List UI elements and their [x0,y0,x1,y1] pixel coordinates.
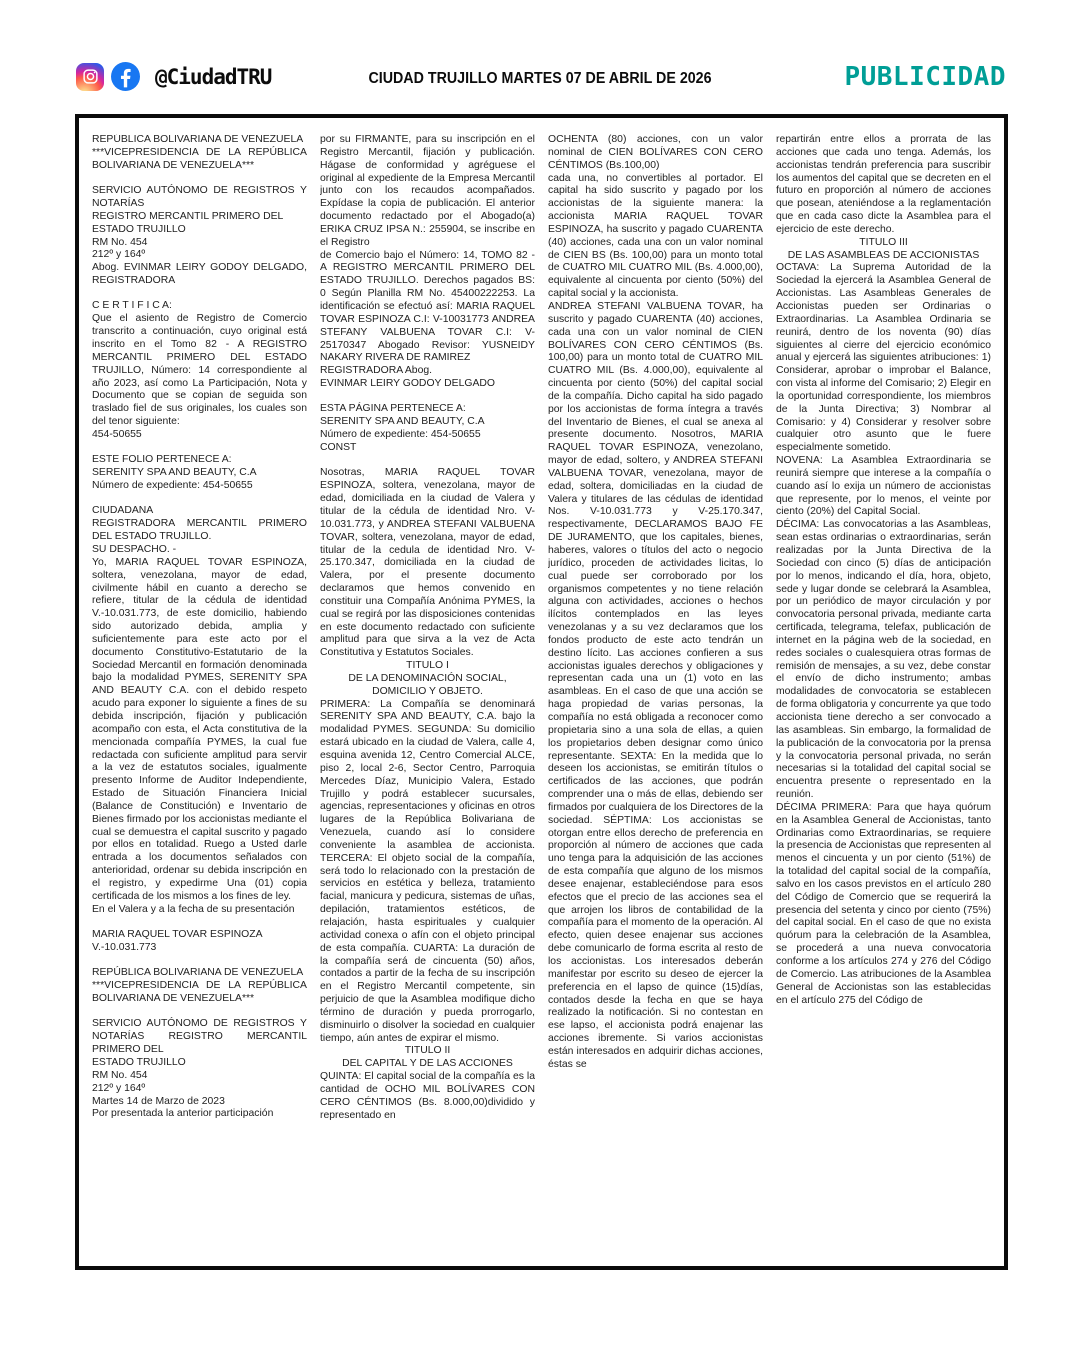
notice-paragraph: En el Valera y a la fecha de su presentación [92,903,295,915]
notice-paragraph: MARIA RAQUEL TOVAR ESPINOZA [92,929,263,941]
notice-paragraph: por su FIRMANTE, para su inscripción en el Registro Mercantil, fijación y publicación. Hágase de conformidad y agréguese el original al expediente de la Empresa Mercantil junto con los recaudos acompañados. Expídase la copia de publicación. El anterior documento redactado por el Abogado(a) ERIKA CRUZ IPSA N.: 255904, se inscribe en el Registro [320,134,535,248]
notice-paragraph: SERVICIO AUTÓNOMO DE REGISTROS Y NOTARÍAS [92,185,307,209]
notice-paragraph: QUINTA: El capital social de la compañía es la cantidad de OCHO MIL BOLÍVARES CON CERO CÉNTIMOS (Bs. 8.000,00)dividido y representado en [320,1071,535,1121]
social-handle: @CiudadTRU [155,64,272,89]
notice-column-4 [776,134,991,1248]
notice-paragraph: NOVENA: La Asamblea Extraordinaria se reunirá siempre que interese a la compañía o cuando así lo exija un número de accionistas que represente, por lo menos, el veinte por ciento (20%) del Capital Social. [776,455,991,518]
notice-paragraph: RM No. 454 [92,1069,148,1081]
legal-notice-box [75,114,1008,1270]
notice-paragraph: ESTADO TRUJILLO [92,1057,186,1068]
notice-column-3 [548,134,763,1248]
notice-paragraph: ESTE FOLIO PERTENECE A: [92,454,232,466]
notice-paragraph: SERVICIO AUTÓNOMO DE REGISTROS Y NOTARÍAS REGISTRO MERCANTIL PRIMERO DEL [92,1018,307,1056]
notice-paragraph: OCTAVA: La Suprema Autoridad de la Sociedad la ejercerá la Asamblea General de Accionistas. Las Asambleas Generales de Accionistas pueden ser Ordinarias o Extraordinarias. La Asamblea Ordinaria se reunirá, dentro de los noventa (90) días siguientes al cierre del ejercicio económico anual y ejercerá las siguientes atribuciones: 1) Considerar, aprobar o improbar el Balance, con vista al informe del Comisario; 2) Elegir en la oportunidad correspondiente, los miembros de la Junta Directiva; 3) Nombrar al Comisario: y 4) Considerar y resolver sobre cualquier otro asunto que le fuere especialmente sometido. [776,262,991,454]
notice-paragraph: repartirán entre ellos a prorrata de las acciones que cada uno tenga. Además, los accionistas tendrán preferencia para suscribir los aumentos del capital que se decreten en el futuro en proporción al número de acciones que posean, ateniéndose a la reglamentación que en cada caso dicte la Asamblea para el ejercicio de este derecho. [776,134,991,235]
social-block [76,62,271,91]
notice-paragraph: EVINMAR LEIRY GODOY DELGADO [320,378,495,390]
notice-paragraph: CONST [320,442,357,453]
notice-paragraph: RM No. 454 [92,236,148,248]
notice-paragraph: ***VICEPRESIDENCIA DE LA REPÚBLICA BOLIVARIANA DE VENEZUELA*** [92,146,307,171]
notice-paragraph: DÉCIMA PRIMERA: Para que haya quórum en la Asamblea General de Accionistas, tanto Ordinarias como Extraordinarias, se requiere la presencia de Accionistas que representen al menos el cincuenta y un por ciento (51%) de la totalidad del capital social de la compañía, salvo en los casos previstos en el artículo 280 del Código de Comercio que se requerirá la presencia del setenta y cinco por ciento (75%) del capital social. En el caso de que no exista quórum para la celebración de la Asamblea, se procederá a una nueva convocatoria conforme a los artículos 274 y 276 del Código de Comercio. Las atribuciones de la Asamblea General de Accionistas son las establecidas en el artículo 275 del Código de [776,801,991,1006]
notice-paragraph: REGISTRADORA Abog. [320,365,433,377]
notice-paragraph: DE LA DENOMINACIÓN SOCIAL, DOMICILIO Y OBJETO. [348,672,507,697]
notice-paragraph: C E R T I F I C A: [92,300,172,312]
notice-paragraph: de Comercio bajo el Número: 14, TOMO 82 - A REGISTRO MERCANTIL PRIMERO DEL ESTADO TRUJILLO. Derechos pagados BS: 0 Según Planilla RM No. 45400222253. La identificación se efectuó así: MARIA RAQUEL TOVAR ESPINOZA C.I: V-10031773 ANDREA STEFANY VALBUENA TOVAR C.I: V-25170347 Abogado Revisor: YUSNEIDY NAKARY RIVERA DE RAMIREZ [320,249,535,364]
instagram-icon [76,63,104,91]
notice-paragraph: Número de expediente: 454-50655 [92,480,253,492]
notice-paragraph: SU DESPACHO. - [92,544,177,555]
notice-paragraph: OCHENTA (80) acciones, con un valor nominal de CIEN BOLÍVARES CON CERO CÉNTIMOS (Bs.100,00) [548,134,763,171]
notice-paragraph: CIUDADANA [92,505,154,517]
notice-paragraph: 212º y 164º [92,249,146,261]
notice-paragraph: REPÚBLICA BOLIVARIANA DE VENEZUELA [92,134,304,145]
notice-paragraph: 454-50655 [92,428,142,440]
notice-column-1 [92,134,307,1248]
notice-paragraph: ANDREA STEFANI VALBUENA TOVAR, ha suscrito y pagado CUARENTA (40) acciones, cada una con un valor nominal de CIEN BOLÍVARES CON CERO CÉNTIMOS (Bs. 100,00) para un monto total de CUATRO MIL CUATRO MIL (Bs. 4.000,00), equivalente al cincuenta por ciento (50%) del capital social de la compañía. Dicho capital ha sido pagado por los accionistas de forma íntegra a través del Inventario de Bienes, el cual se anexa al presente documento. Nosotros, MARIA RAQUEL TOVAR ESPINOZA, venezolano, mayor de edad, soltero, y ANDREA STEFANI VALBUENA TOVAR, venezolana, mayor de edad, soltera, domiciliadas en la ciudad de Valera y titulares de las cédulas de identidad Nos. V-10.031.773 y V-25.170.347, respectivamente, DECLARAMOS BAJO FE DE JURAMENTO, que los capitales, bienes, haberes, valores o títulos del acto o negocio jurídico, proceden de actividades licitas, lo cual puede ser corroborado por los organismos competentes y no tiene relación alguna con actividades, acciones o hechos ilícitos contemplados en las leyes venezolanas y a su vez declaramos que los fondos producto de este acto tendrán un destino lícito. Las acciones confieren a sus accionistas iguales derechos y obligaciones y representan cada una un (1) voto en las asambleas. En el caso de que una acción se haga propiedad de varias personas, la compañía no está obligada a reconocer como propietaria sino a una sola de ellas, a quien los propietarios deben designar como único representante. SEXTA: En la medida que lo deseen los accionistas, se emitirán títulos o certificados de las acciones, que podrán comprender una o más de ellas, debiendo ser firmados por cualquiera de los Directores de la sociedad. SÉPTIMA: Los accionistas se otorgan entre ellos derecho de preferencia en proporción al número de acciones que cada uno tenga para la adquisición de las acciones de esta compañía que alguno de los mismos desee enajenar, estableciéndose para esos efectos que el precio de las acciones sea el que arrojen los libros de contabilidad de la compañía para el momento de la operación. Al efecto, quien desee enajenar sus acciones debe comunicarlo de forma escrita al resto de los accionistas. Los interesados deberán manifestar por escrito su deseo de ejercer la preferencia en el lapso de quince (15)días, contados desde la fecha en que se haya realizado la notificación. Si no contestan en ese lapso, el accionista podrá enajenar las acciones ibremente. Si varios accionistas están interesados en adquirir dichas acciones, éstas se [548,300,763,1070]
notice-paragraph: PRIMERA: La Compañía se denominará SERENITY SPA AND BEAUTY, C.A. bajo la modalidad PYMES. SEGUNDA: Su domicilio estará ubicado en la ciudad de Valera, calle 4, esquina avenida 12, Centro Comercial ALCE, piso 2, local 2-6, Sector Centro, Parroquia Mercedes Díaz, Municipio Valera, Estado Trujillo y podrá establecer sucursales, agencias, representaciones y oficinas en otros lugares de la República Bolivariana de Venezuela, cuando así lo considere conveniente la asamblea de accionista. TERCERA: El objeto social de la compañía, será todo lo relacionado con la prestación de servicios en estética y belleza, tratamiento facial, manicura y pedicura, sistemas de uñas, depilación, tratamientos estéticos, de relajación, hasta espirituales y cualquier actividad conexa o afín con el objeto principal de esta compañía. CUARTA: La duración de la compañía será de cincuenta (50) años, contados a partir de la fecha de su inscripción en el Registro Mercantil competente, sin perjuicio de que la Asamblea modifique dicho término de duración y pueda prorrogarlo, disminuirlo o disolver la sociedad en cualquier tiempo, aún antes de expirar el mismo. [320,698,535,1044]
notice-paragraph: 212º y 164º [92,1082,146,1094]
notice-paragraph: ESTA PÁGINA PERTENECE A: [320,403,466,415]
notice-paragraph: TITULO I [406,660,449,672]
notice-paragraph: Número de expediente: 454-50655 [320,429,481,441]
notice-paragraph: Yo, MARIA RAQUEL TOVAR ESPINOZA, soltera, venezolana, mayor de edad, civilmente hábil en cuanto a derecho se refiere, titular de la cédula de identidad V.-10.031.773, de este domicilio, habiendo sido autorizado debida, amplia y suficientemente para este acto por el documento Constitutivo-Estatutario de la Sociedad Mercantil en formación denominada bajo la modalidad PYMES, SERENITY SPA AND BEAUTY C.A. con el debido respeto acudo para exponer lo siguiente a fines de su debida inscripción, fijación y publicación acompaño con esta, el Acta constitutiva de la mencionada compañía PYMES, la cual fue redactada con suficiente amplitud para servir a la vez de estatutos sociales, igualmente presento Informe de Auditor Independiente, Estado de Situación Financiera Inicial (Balance de Constitución) e Inventario de Bienes firmado por los accionistas mediante el cual se demuestra el capital suscrito y pagado por ellos en totalidad. Ruego a Usted darle entrada a los documentos señalados con anterioridad, ordenar su debida inscripción en el registro, y expedirme Una (01) copia certificada de los mismos a los fines de ley. [92,556,307,902]
notice-paragraph: SERENITY SPA AND BEAUTY, C.A [320,416,485,428]
notice-paragraph: REPÚBLICA BOLIVARIANA DE VENEZUELA [92,967,304,979]
notice-paragraph: ***VICEPRESIDENCIA DE LA REPÚBLICA BOLIVARIANA DE VENEZUELA*** [92,980,307,1005]
notice-paragraph: Por presentada la anterior participación [92,1108,274,1120]
notice-paragraph: TITULO III [859,236,908,248]
notice-paragraph: TITULO II [404,1045,451,1057]
notice-paragraph: Abog. EVINMAR LEIRY GODOY DELGADO, REGISTRADORA [92,262,307,287]
notice-paragraph: cada una, no convertibles al portador. El capital ha sido suscrito y pagado por los accionistas de la siguiente manera: la accionista MARIA RAQUEL TOVAR ESPINOZA, ha suscrito y pagado CUARENTA (40) acciones, cada una con un valor nominal de CIEN BS (Bs. 100,00) para un monto total de CUATRO MIL CUATRO MIL (Bs. 4.000,00), equivalente al cincuenta por ciento (50%) del capital social y la accionista. [548,172,763,300]
notice-paragraph: Nosotras, MARIA RAQUEL TOVAR ESPINOZA, soltera, venezolana, mayor de edad, domiciliada en la ciudad de Valera y titular de la cédula de identidad Nro. V-10.031.773, y ANDREA STEFANI VALBUENA TOVAR, soltera, venezolana, mayor de edad, titular de la cedula de identidad Nro. V-25.170.347, domiciliada en la ciudad de Valera, por el presente documento declaramos que hemos convenido en constituir una Compañía Anónima PYMES, la cual se regirá por las disposiciones contenidas en este documento redactado con suficiente amplitud para que sirva a la vez de Acta Constitutiva y Estatutos Sociales. [320,467,535,659]
notice-paragraph: DE LAS ASAMBLEAS DE ACCIONISTAS [787,249,980,261]
notice-paragraph: V.-10.031.773 [92,941,157,953]
section-label: PUBLICIDAD [844,62,1006,92]
notice-paragraph: DEL CAPITAL Y DE LAS ACCIONES [342,1058,513,1070]
notice-paragraph: REGISTRO MERCANTIL PRIMERO DEL [92,210,284,222]
notice-paragraph: Que el asiento de Registro de Comercio transcrito a continuación, cuyo original está inscrito en el Tomo 82 - A REGISTRO MERCANTIL PRIMERO DEL ESTADO TRUJILLO, Número: 14 correspondiente al año 2023, así como La Participación, Nota y Documento que se copian de seguida son traslado fiel de sus originales, los cuales son del tenor siguiente: [92,313,307,428]
facebook-icon [111,62,140,91]
notice-paragraph: ESTADO TRUJILLO [92,223,186,235]
notice-column-2 [320,134,535,1248]
notice-paragraph: DÉCIMA: Las convocatorias a las Asambleas, sean estas ordinarias o extraordinarias, serán realizadas por la Junta Directiva de la Sociedad con cinco (5) días de anticipación por lo menos, indicando el día, hora, objeto, sede y lugar donde se celebrará la Asamblea, por un periódico de mayor circulación y por convocatoria personal privada, mediante carta certificada, telegrama, telefax, publicación de internet en la página web de la sociedad, en redes sociales o cualesquiera otras formas de remisión de mensajes, a su vez, debe constar el envío de dicho instrumento; ambas modalidades de convocatoria se establecen de forma obligatoria y concurrente ya que todo accionista tiene derecho a ser convocado a las asambleas. Sin embargo, la formalidad de la publicación de la convocatoria por la prensa y la convocatoria personal privada, no serán necesarias si la totalidad del capital social se encuentra presente o representado en la reunión. [776,519,991,801]
page-dateline: CIUDAD TRUJILLO MARTES 07 DE ABRIL DE 2026 [368,70,712,87]
notice-paragraph: REGISTRADORA MERCANTIL PRIMERO DEL ESTADO TRUJILLO. [92,518,307,543]
notice-paragraph: Martes 14 de Marzo de 2023 [92,1095,225,1107]
notice-paragraph: SERENITY SPA AND BEAUTY, C.A [92,467,257,479]
page-header [0,52,1080,108]
